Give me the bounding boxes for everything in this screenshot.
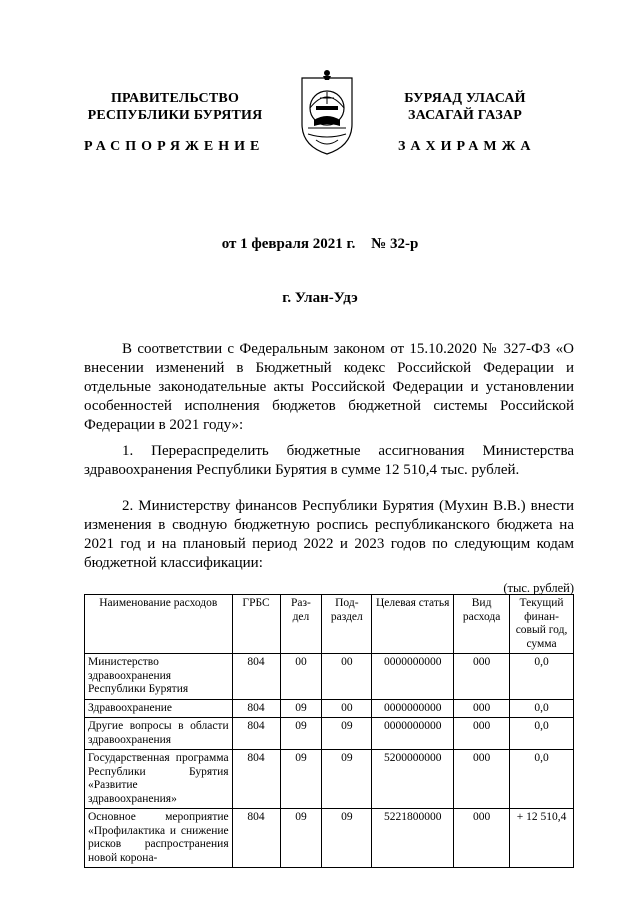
- doc-type-left: РАСПОРЯЖЕНИЕ: [84, 139, 265, 154]
- cell-grbs: 804: [232, 750, 280, 809]
- cell-section: 09: [280, 699, 322, 718]
- cell-target: 0000000000: [372, 718, 454, 750]
- cell-target: 0000000000: [372, 699, 454, 718]
- org-name-line2: РЕСПУБЛИКИ БУРЯТИЯ: [87, 108, 263, 123]
- cell-expense-type: 000: [454, 809, 510, 868]
- col-header-section: Раз-дел: [280, 595, 322, 654]
- order-date-number: [0, 236, 640, 253]
- cell-name: Здравоохранение: [85, 699, 233, 718]
- cell-subsection: 00: [322, 699, 372, 718]
- col-header-name: Наименование расходов: [85, 595, 233, 654]
- cell-amount: 0,0: [510, 654, 574, 700]
- col-header-expense-type: Вид расхода: [454, 595, 510, 654]
- cell-expense-type: 000: [454, 718, 510, 750]
- col-header-grbs: ГРБС: [232, 595, 280, 654]
- cell-subsection: 09: [322, 750, 372, 809]
- cell-expense-type: 000: [454, 699, 510, 718]
- doc-type-right: ЗАХИРАМЖА: [398, 139, 536, 154]
- table-header-row: [85, 595, 574, 654]
- cell-subsection: 09: [322, 718, 372, 750]
- col-header-subsection: Под-раздел: [322, 595, 372, 654]
- table-row: [85, 654, 574, 700]
- cell-grbs: 804: [232, 718, 280, 750]
- header-right-block: [360, 90, 570, 124]
- cell-target: 0000000000: [372, 654, 454, 700]
- table-row: [85, 809, 574, 868]
- item-2-paragraph: 2. Министерству финансов Республики Бурятия (Мухин В.В.) внести изменения в сводную бюджетную роспись республиканского бюджета на 2021 год и на плановый период 2022 и 2023 годов по следующим кодам бюджетной классификации:: [84, 498, 574, 571]
- item-1-paragraph: 1. Перераспределить бюджетные ассигнования Министерства здравоохранения Республики Бурятия в сумме 12 510,4 тыс. рублей.: [84, 443, 574, 478]
- cell-section: 00: [280, 654, 322, 700]
- cell-target: 5221800000: [372, 809, 454, 868]
- cell-subsection: 00: [322, 654, 372, 700]
- cell-name: Другие вопросы в области здравоохранения: [85, 718, 233, 750]
- table-row: [85, 699, 574, 718]
- cell-name: Государственная программа Республики Бурятия «Развитие здравоохранения»: [85, 750, 233, 809]
- cell-amount: + 12 510,4: [510, 809, 574, 868]
- cell-grbs: 804: [232, 654, 280, 700]
- cell-amount: 0,0: [510, 718, 574, 750]
- order-date: от 1 февраля 2021 г.: [221, 236, 356, 252]
- col-header-target: Целевая статья: [372, 595, 454, 654]
- table-row: [85, 718, 574, 750]
- table-unit-label: (тыс. рублей): [503, 581, 574, 595]
- cell-grbs: 804: [232, 809, 280, 868]
- table-row: [85, 750, 574, 809]
- cell-expense-type: 000: [454, 654, 510, 700]
- cell-amount: 0,0: [510, 699, 574, 718]
- order-number: № 32-р: [371, 236, 419, 252]
- cell-name: Основное мероприятие «Профилактика и снижение рисков распространения новой корона-: [85, 809, 233, 868]
- header-left-block: [70, 90, 280, 124]
- org-name-buryat-line2: ЗАСАГАЙ ГАЗАР: [407, 108, 522, 123]
- cell-expense-type: 000: [454, 750, 510, 809]
- coat-of-arms-icon: [296, 66, 358, 156]
- cell-section: 09: [280, 809, 322, 868]
- org-name-buryat-line1: БУРЯАД УЛАСАЙ: [404, 91, 526, 106]
- cell-section: 09: [280, 718, 322, 750]
- city: г. Улан-Удэ: [282, 290, 358, 306]
- org-name-line1: ПРАВИТЕЛЬСТВО: [110, 91, 240, 106]
- cell-subsection: 09: [322, 809, 372, 868]
- cell-target: 5200000000: [372, 750, 454, 809]
- preamble-paragraph: В соответствии с Федеральным законом от 15.10.2020 № 327-ФЗ «О внесении изменений в Бюджетный кодекс Российской Федерации и отдельные законодательные акты Российской Федерации и установлении особенностей исполнения бюджетов бюджетной системы Российской Федерации в 2021 году»:: [84, 341, 574, 433]
- budget-table: [84, 594, 574, 868]
- cell-section: 09: [280, 750, 322, 809]
- cell-grbs: 804: [232, 699, 280, 718]
- cell-name: Министерство здравоохранения Республики Бурятия: [85, 654, 233, 700]
- col-header-amount: Текущий финан-совый год, сумма: [510, 595, 574, 654]
- cell-amount: 0,0: [510, 750, 574, 809]
